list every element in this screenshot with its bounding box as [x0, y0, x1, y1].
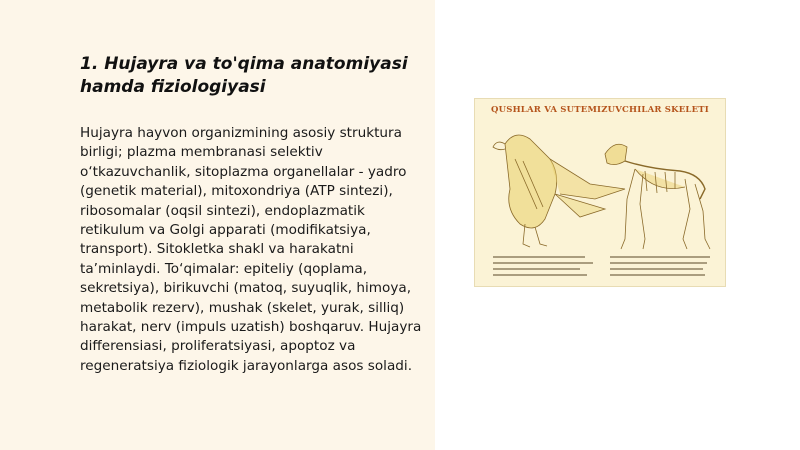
figure-caption-lines	[493, 257, 710, 275]
skeleton-figure	[475, 99, 725, 286]
bird-skeleton-icon	[493, 135, 625, 247]
mammal-skeleton-icon	[605, 144, 710, 249]
skeleton-illustration	[475, 99, 725, 286]
figure-title: QUSHLAR VA SUTEMIZUVCHILAR SKELETI	[491, 105, 709, 115]
slide-title-line-1: 1. Hujayra va to'qima anatomiyasi	[80, 54, 408, 74]
slide-title	[80, 53, 420, 99]
body-paragraph: Hujayra hayvon organizmining asosiy struktura birligi; plazma membranasi selektiv o‘tkazuvchanlik, sitoplazma organellalar - yadro (genetik material), mitoxondriya (ATP sintezi), ribosomalar (oqsil sintezi), endoplazmatik retikulum va Golgi apparati (modifikatsiya, transport). Sitokletka shakl va harakatni ta’minlaydi. To‘qimalar: epiteliy (qoplama, sekretsiya), birikuvchi (matoq, suyuqlik, himoya, metabolik rezerv), mushak (skelet, yurak, silliq) harakat, nerv (impuls uzatish) boshqaruv. Hujayra differensiasi, proliferatsiyasi, apoptoz va regeneratsiya fiziologik jarayonlarga asos soladi.	[80, 125, 422, 374]
slide-title-line-2: hamda fiziologiyasi	[80, 77, 266, 97]
